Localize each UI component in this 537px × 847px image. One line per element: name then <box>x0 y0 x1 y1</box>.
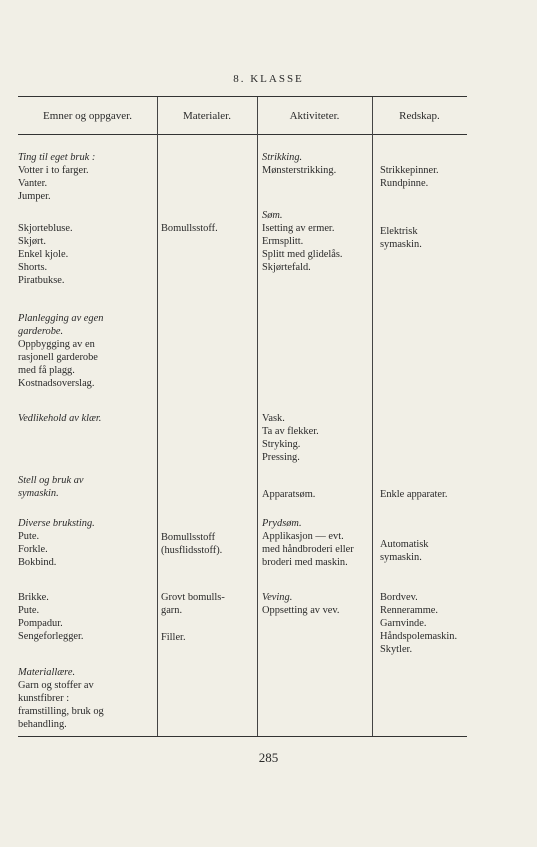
list-item: Enkel kjole. <box>18 249 69 261</box>
table-bottom-rule <box>18 736 467 737</box>
list-item: Skjortebluse. <box>18 223 73 234</box>
list-item: Ermsplitt. <box>262 236 304 248</box>
list-item: Skytler. <box>380 644 413 656</box>
list-item: Håndspolemaskin. <box>380 631 458 643</box>
list-item: Shorts. <box>18 262 48 274</box>
strikking-heading: Strikking. <box>262 152 303 163</box>
col1-vedlikehold: Vedlikehold av klær. <box>18 413 102 424</box>
list-item: Mønsterstrikking. <box>262 165 337 177</box>
list-item: Vask. <box>262 413 285 424</box>
list-item: broderi med maskin. <box>262 557 348 569</box>
list-item: Brikke. <box>18 592 49 603</box>
list-item: Pute. <box>18 531 40 543</box>
col4-elektrisk <box>380 225 422 251</box>
list-item: Renneramme. <box>380 605 438 617</box>
col1-materiallaere <box>18 666 104 731</box>
column-divider-3 <box>372 97 373 736</box>
col3-vask <box>262 412 319 464</box>
list-item: Oppsetting av vev. <box>262 605 340 617</box>
column-divider-1 <box>157 97 158 736</box>
prydsom-heading: Prydsøm. <box>262 518 302 529</box>
col1-vev <box>18 591 84 643</box>
list-item: Pompadur. <box>18 618 63 630</box>
list-item: garn. <box>161 605 183 617</box>
col4-vev <box>380 591 457 656</box>
list-item: rasjonell garderobe <box>18 352 98 364</box>
ting-heading: Ting til eget bruk : <box>18 152 96 163</box>
col1-stell <box>18 474 84 500</box>
list-item: Stryking. <box>262 439 301 451</box>
veving-heading: Veving. <box>262 592 293 603</box>
header-emner: Emner og oppgaver. <box>43 110 132 122</box>
material-heading: Materiallære. <box>18 667 76 678</box>
col3-som <box>262 209 343 274</box>
list-item: Vanter. <box>18 178 48 190</box>
list-item: Rundpinne. <box>380 178 429 190</box>
list-item: Kostnadsoverslag. <box>18 378 95 390</box>
header-bottom-rule <box>18 134 467 135</box>
list-item: Applikasjon — evt. <box>262 531 344 543</box>
col2-bomull: Bomullsstoff. <box>161 223 218 234</box>
header-materialer: Materialer. <box>183 110 231 122</box>
list-item: Elektrisk <box>380 226 418 237</box>
column-divider-2 <box>257 97 258 736</box>
list-item: Bordvev. <box>380 592 418 603</box>
list-item: Skjørt. <box>18 236 47 248</box>
plan-heading: Planlegging av egen <box>18 313 104 324</box>
col3-apparatsom: Apparatsøm. <box>262 489 316 500</box>
header-redskap: Redskap. <box>399 110 440 122</box>
list-item: Oppbygging av en <box>18 339 95 351</box>
list-item: Isetting av ermer. <box>262 223 335 235</box>
col1-ting <box>18 151 95 203</box>
col4-strikk <box>380 164 439 190</box>
col1-clothes <box>18 222 73 287</box>
list-item: Splitt med glidelås. <box>262 249 343 261</box>
list-item: Skjørtefald. <box>262 262 311 274</box>
col2-grovt <box>161 591 225 617</box>
col2-bomull-husflid <box>161 531 222 557</box>
col2-filler: Filler. <box>161 632 186 643</box>
list-item: (husflidsstoff). <box>161 545 223 557</box>
som-heading: Søm. <box>262 210 283 221</box>
plan-heading: garderobe. <box>18 326 64 338</box>
list-item: kunstfibrer : <box>18 693 70 705</box>
list-item: Jumper. <box>18 191 51 203</box>
page-title: 8. KLASSE <box>233 73 304 85</box>
header-aktiviteter: Aktiviteter. <box>289 110 340 122</box>
table-top-rule <box>18 96 467 97</box>
col3-veving <box>262 591 340 617</box>
list-item: Ta av flekker. <box>262 426 319 438</box>
list-item: Bomullsstoff <box>161 532 216 543</box>
list-item: Piratbukse. <box>18 275 65 287</box>
list-item: Automatisk <box>380 539 429 550</box>
list-item: Pressing. <box>262 452 300 464</box>
col3-strikking <box>262 151 336 177</box>
list-item: Strikkepinner. <box>380 165 439 176</box>
list-item: symaskin. <box>380 552 422 564</box>
list-item: med få plagg. <box>18 365 75 377</box>
list-item: med håndbroderi eller <box>262 544 354 556</box>
list-item: Pute. <box>18 605 40 617</box>
list-item: Bokbind. <box>18 557 57 569</box>
col1-planlegging <box>18 312 103 391</box>
list-item: symaskin. <box>380 239 422 251</box>
page-number: 285 <box>258 750 279 765</box>
list-item: framstilling, bruk og <box>18 706 104 718</box>
list-item: Garnvinde. <box>380 618 427 630</box>
col4-automatisk <box>380 538 429 564</box>
stell-heading: symaskin. <box>18 488 59 500</box>
list-item: Forkle. <box>18 544 48 556</box>
col4-enkle: Enkle apparater. <box>380 489 448 500</box>
stell-heading: Stell og bruk av <box>18 475 84 486</box>
list-item: Votter i to farger. <box>18 165 89 177</box>
list-item: Garn og stoffer av <box>18 680 94 692</box>
list-item: behandling. <box>18 719 67 731</box>
list-item: Grovt bomulls- <box>161 592 225 603</box>
col3-prydsom <box>262 517 354 569</box>
diverse-heading: Diverse bruksting. <box>18 518 95 529</box>
list-item: Sengeforlegger. <box>18 631 84 643</box>
col1-diverse <box>18 517 95 569</box>
